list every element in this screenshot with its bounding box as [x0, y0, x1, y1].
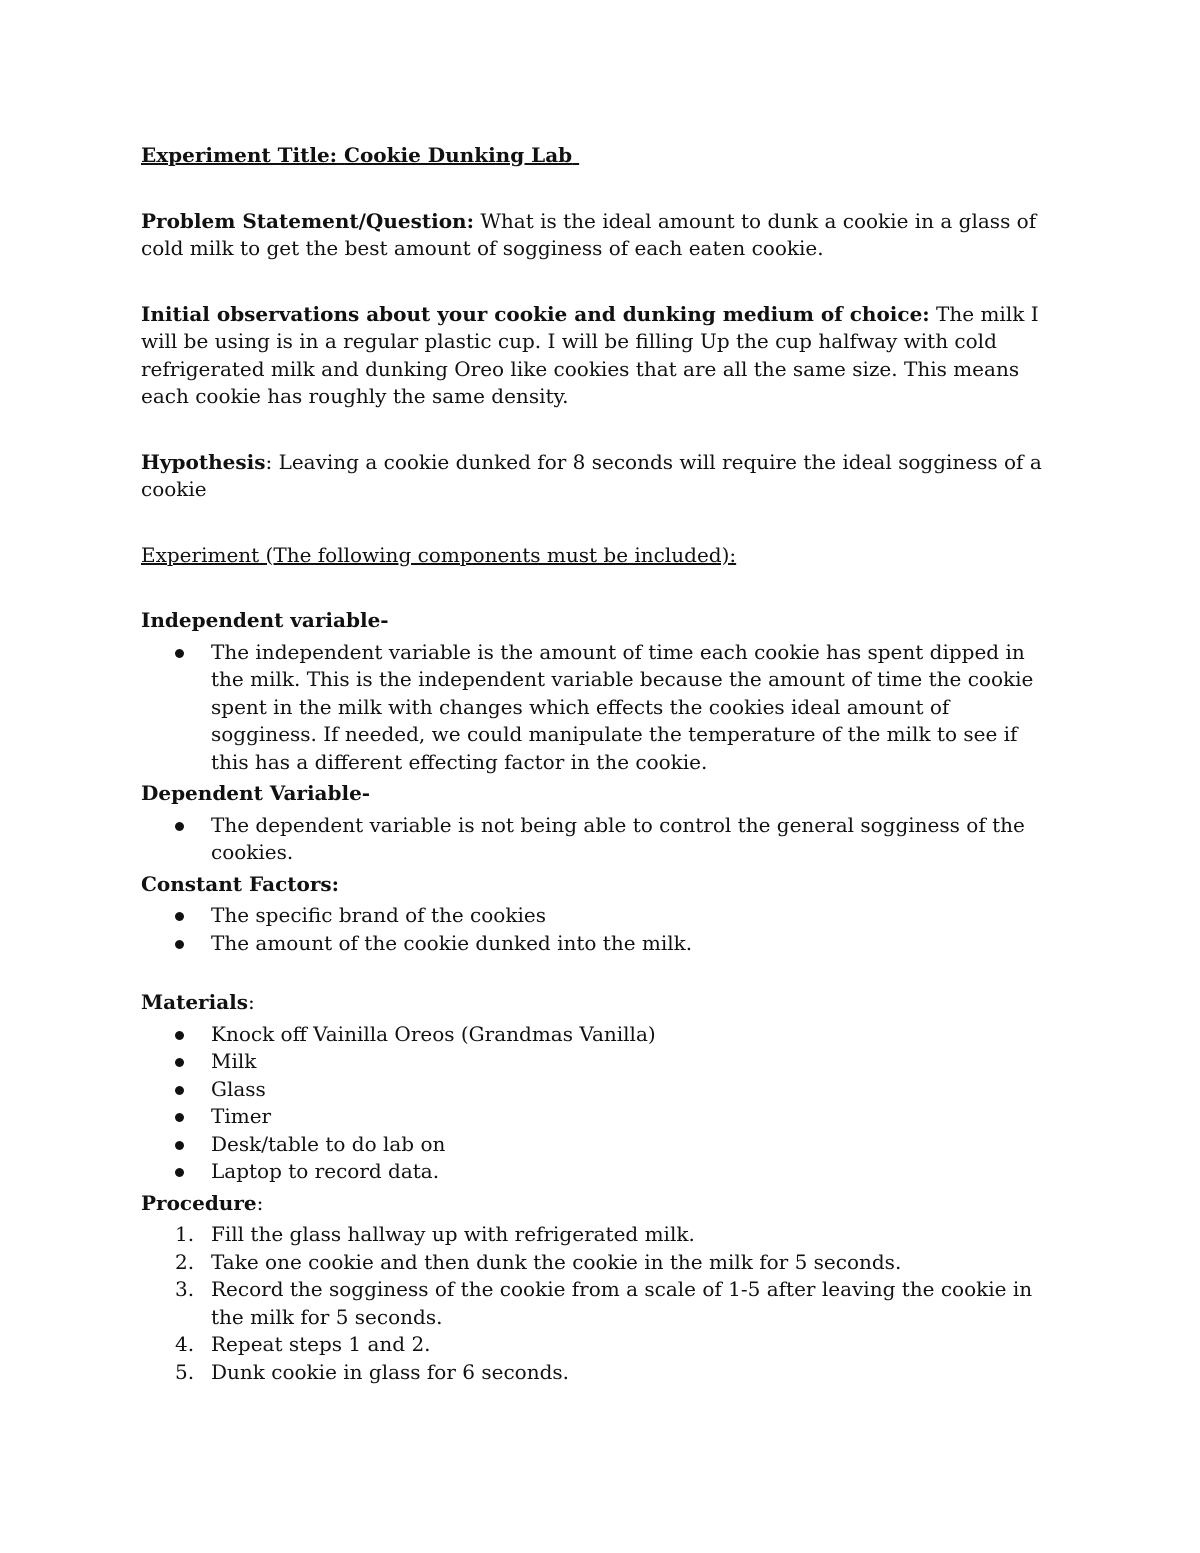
initial-observations-label: Initial observations about your cookie and dunking medium of choice:	[141, 301, 930, 326]
initial-observations	[141, 301, 1056, 411]
materials-list	[141, 1021, 1056, 1186]
materials-suffix: :	[248, 990, 255, 1014]
independent-variable-list	[141, 639, 1056, 777]
independent-variable-heading: Independent variable-	[141, 608, 389, 632]
list-item	[141, 1158, 1056, 1186]
bullet-icon	[175, 1086, 184, 1095]
bullet-icon	[175, 649, 184, 658]
dependent-variable-list	[141, 812, 1056, 867]
experiment-title-label: Experiment Title:	[141, 143, 338, 167]
list-item	[141, 1021, 1056, 1049]
procedure-list	[141, 1221, 1056, 1386]
list-item-text: The independent variable is the amount of time each cookie has spent dipped in the milk. This is the independent variable because the amount of time the cookie spent in the milk with changes which effects the cookies ideal amount of sogginess. If needed, we could manipulate the temperature of the milk to see if this has a different effecting factor in the cookie.	[211, 639, 1034, 774]
dependent-variable-heading: Dependent Variable-	[141, 781, 371, 805]
list-item	[141, 1103, 1056, 1131]
problem-statement-label: Problem Statement/Question:	[141, 208, 474, 233]
bullet-icon	[175, 1141, 184, 1150]
constant-factors-list	[141, 902, 1056, 957]
procedure-heading	[141, 1190, 1056, 1218]
list-item	[141, 902, 1056, 930]
list-item-text: The dependent variable is not being able to control the general sogginess of the cookies.	[211, 812, 1025, 864]
list-item-text: Timer	[211, 1104, 272, 1128]
constant-factors-heading: Constant Factors:	[141, 871, 339, 896]
procedure-label: Procedure	[141, 1190, 257, 1215]
step-number: 2.	[175, 1249, 195, 1274]
materials-heading	[141, 989, 1056, 1017]
procedure-suffix: :	[256, 1190, 264, 1215]
list-item-text: Laptop to record data.	[211, 1159, 440, 1183]
bullet-icon	[175, 1168, 184, 1177]
bullet-icon	[175, 1058, 184, 1067]
step-text: Fill the glass hallway up with refrigerated milk.	[211, 1222, 695, 1246]
list-item	[141, 930, 1056, 958]
list-item-text: Glass	[211, 1076, 266, 1101]
procedure-step	[141, 1276, 1056, 1331]
experiment-title	[141, 142, 1056, 170]
list-item-text: Milk	[211, 1049, 257, 1073]
problem-statement-text: What is the ideal amount to dunk a cookie in a glass of cold milk to get the best amount of sogginess of each eaten cookie.	[141, 208, 1037, 260]
step-number: 5.	[175, 1359, 195, 1384]
document-page	[141, 142, 1056, 1390]
experiment-title-value: Cookie Dunking Lab	[344, 143, 573, 167]
hypothesis-label: Hypothesis	[141, 449, 266, 474]
experiment-heading: Experiment (The following components must be included):	[141, 542, 737, 567]
list-item	[141, 639, 1056, 777]
list-item-text: Desk/table to do lab on	[211, 1131, 446, 1156]
list-item	[141, 1131, 1056, 1159]
bullet-icon	[175, 1031, 184, 1040]
list-item	[141, 1076, 1056, 1104]
step-text: Take one cookie and then dunk the cookie in the milk for 5 seconds.	[211, 1249, 902, 1274]
list-item	[141, 812, 1056, 867]
list-item	[141, 1048, 1056, 1076]
bullet-icon	[175, 1113, 184, 1122]
step-text: Dunk cookie in glass for 6 seconds.	[211, 1359, 569, 1384]
list-item-text: The amount of the cookie dunked into the milk.	[211, 930, 693, 955]
hypothesis	[141, 449, 1056, 504]
bullet-icon	[175, 822, 184, 831]
list-item-text: Knock off Vainilla Oreos (Grandmas Vanilla)	[211, 1021, 656, 1046]
step-number: 4.	[175, 1332, 195, 1356]
hypothesis-text: : Leaving a cookie dunked for 8 seconds will require the ideal sogginess of a cookie	[141, 449, 1042, 501]
step-text: Record the sogginess of the cookie from a scale of 1-5 after leaving the cookie in the milk for 5 seconds.	[211, 1277, 1033, 1329]
step-number: 3.	[175, 1277, 195, 1301]
bullet-icon	[175, 940, 184, 949]
step-text: Repeat steps 1 and 2.	[211, 1332, 431, 1356]
procedure-step	[141, 1359, 1056, 1387]
procedure-step	[141, 1331, 1056, 1359]
step-number: 1.	[175, 1222, 195, 1246]
materials-label: Materials	[141, 990, 249, 1014]
problem-statement	[141, 208, 1056, 263]
list-item-text: The specific brand of the cookies	[211, 903, 546, 927]
initial-observations-text: The milk I will be using is in a regular plastic cup. I will be filling Up the cup halfway with cold refrigerated milk and dunking Oreo like cookies that are all the same size. This means each cookie has roughly the same density.	[141, 301, 1039, 408]
bullet-icon	[175, 912, 184, 921]
procedure-step	[141, 1221, 1056, 1249]
procedure-step	[141, 1249, 1056, 1277]
